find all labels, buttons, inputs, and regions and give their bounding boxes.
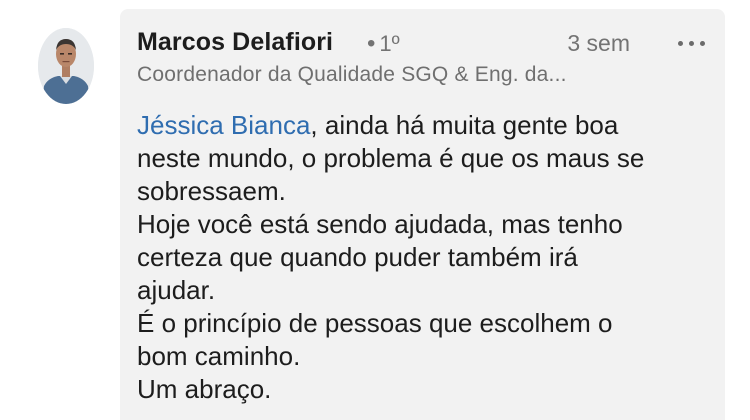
more-options-icon[interactable] [653, 28, 705, 58]
separator-dot-icon: • [367, 30, 376, 57]
comment-text: , ainda há muita gente boa [310, 110, 619, 140]
connection-degree [367, 30, 400, 58]
comment-line: certeza que quando puder também irá [137, 242, 578, 272]
mention-link[interactable]: Jéssica Bianca [137, 110, 311, 140]
comment-line: bom caminho. [137, 341, 301, 371]
comment-line [137, 109, 717, 142]
profile-photo [38, 28, 94, 104]
comment-timestamp: 3 sem [567, 30, 630, 56]
comment-body [137, 109, 717, 406]
comment-header [137, 28, 705, 62]
comment-bubble [120, 9, 725, 420]
comment-line: ajudar. [137, 275, 216, 305]
more-dot [678, 41, 683, 46]
comment-line: Hoje você está sendo ajudada, mas tenho [137, 209, 623, 239]
more-dot [700, 41, 705, 46]
comment-line: sobressaem. [137, 176, 286, 206]
author-headline: Coordenador da Qualidade SGQ & Eng. da... [137, 63, 567, 86]
comment-line: Um abraço. [137, 374, 272, 404]
more-dot [689, 41, 694, 46]
avatar[interactable] [38, 28, 94, 104]
comment-line: É o princípio de pessoas que escolhem o [137, 308, 613, 338]
comment-line: neste mundo, o problema é que os maus se [137, 143, 645, 173]
author-name[interactable]: Marcos Delafiori [137, 28, 334, 56]
connection-degree-label: 1º [379, 31, 400, 56]
